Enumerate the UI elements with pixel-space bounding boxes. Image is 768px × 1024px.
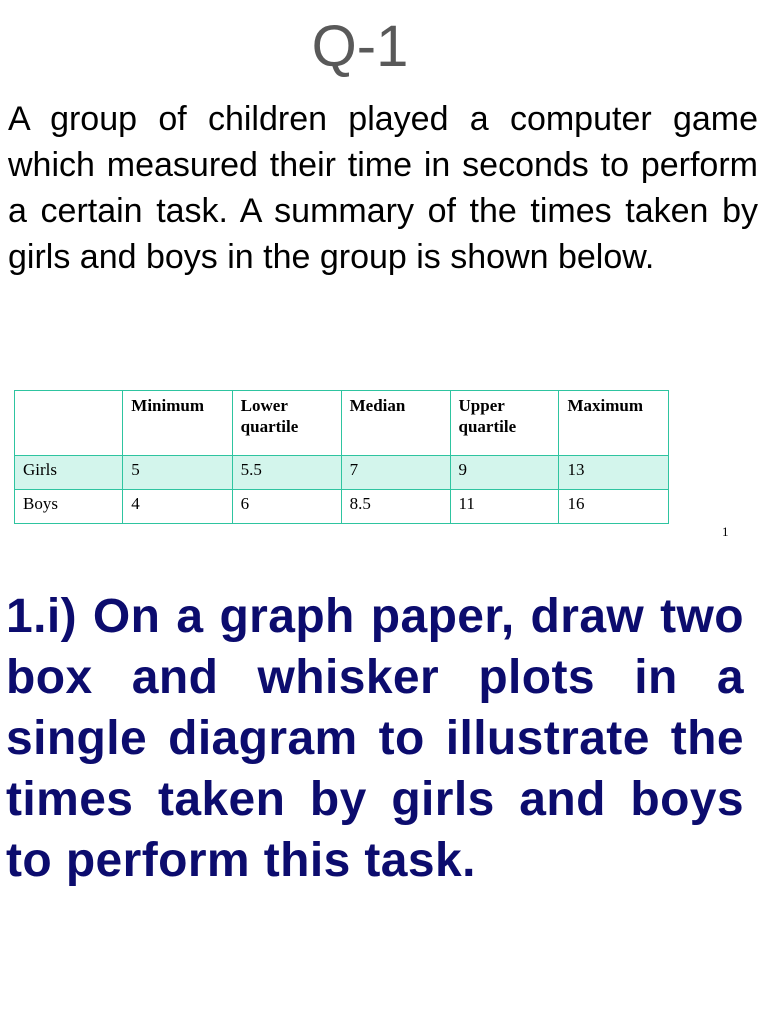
table-header-row: [15, 391, 669, 456]
table-header-cell: Upper quartile: [450, 391, 559, 456]
table-cell: 11: [450, 490, 559, 524]
table-cell: 8.5: [341, 490, 450, 524]
summary-table: [14, 390, 669, 524]
table-cell: 5.5: [232, 456, 341, 490]
table-row-girls: [15, 456, 669, 490]
intro-paragraph: A group of children played a computer game which measured their time in seconds to perform a certain task. A summary of the times taken by girls and boys in the group is shown below.: [8, 100, 758, 276]
table-header-cell: Median: [341, 391, 450, 456]
row-label: Girls: [15, 456, 123, 490]
row-label: Boys: [15, 490, 123, 524]
table-row-boys: [15, 490, 669, 524]
table-header-cell: [15, 391, 123, 456]
page-number: 1: [722, 524, 729, 539]
table-cell: 9: [450, 456, 559, 490]
table-header-cell: Minimum: [123, 391, 232, 456]
slide-title: Q-1: [311, 14, 409, 79]
table-cell: 4: [123, 490, 232, 524]
table-header-cell: Lower quartile: [232, 391, 341, 456]
table-cell: 7: [341, 456, 450, 490]
table-cell: 5: [123, 456, 232, 490]
table-cell: 13: [559, 456, 669, 490]
table-header-cell: Maximum: [559, 391, 669, 456]
table-cell: 16: [559, 490, 669, 524]
table-cell: 6: [232, 490, 341, 524]
question-text: 1.i) On a graph paper, draw two box and whisker plots in a single diagram to illustrate the times taken by girls and boys to perform this task.: [6, 590, 744, 887]
